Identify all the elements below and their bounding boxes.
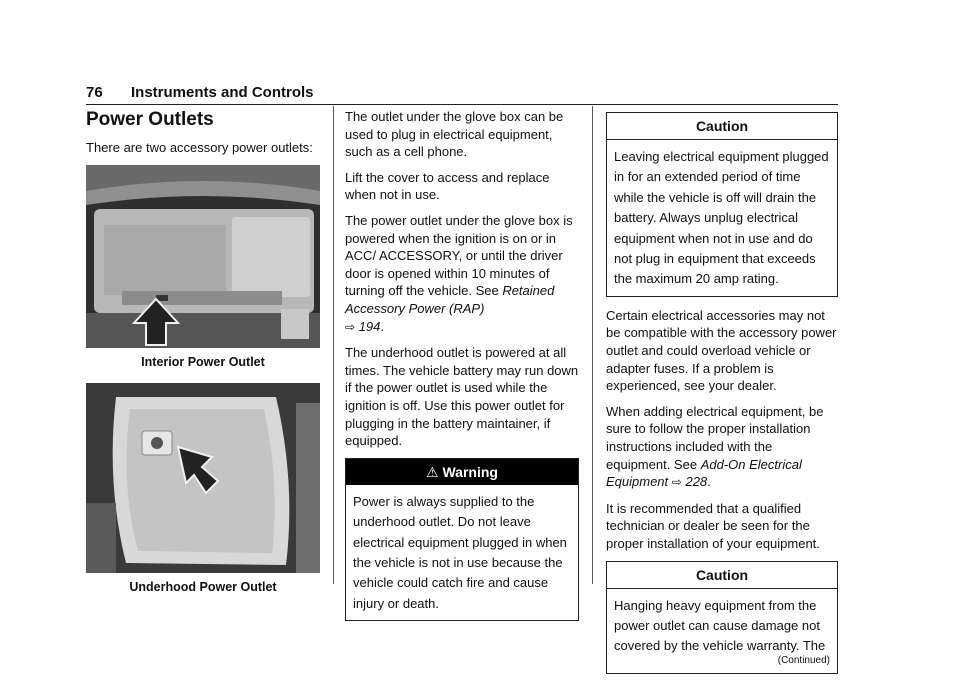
page-reference[interactable]: 228 — [685, 474, 708, 490]
warning-body — [346, 485, 578, 620]
paragraph-text: The power outlet under the glove box is powered when the ignition is on or in ACC/ ACCESSORY, or until the driver door is opened within 10 minutes of turning off the vehicle. See — [345, 212, 573, 299]
warning-label: Warning — [442, 463, 498, 480]
warning-title — [346, 459, 578, 485]
paragraph: It is recommended that a qualified technician or dealer be seen for the proper installation of your equipment. — [606, 500, 820, 551]
column-divider — [333, 106, 334, 584]
page-number: 76 — [86, 84, 103, 101]
column-divider — [592, 106, 593, 584]
caution-box — [606, 561, 838, 674]
intro-text: There are two accessory power outlets: — [86, 140, 313, 155]
interior-outlet-illustration — [86, 165, 320, 348]
paragraph: Lift the cover to access and replace when not in use. — [345, 169, 550, 203]
warning-box — [345, 458, 579, 621]
section-heading: Power Outlets — [86, 109, 214, 130]
paragraph: The outlet under the glove box can be used to plug in electrical equipment, such as a cell phone. — [345, 109, 564, 160]
column-right — [606, 108, 838, 684]
figure-caption: Underhood Power Outlet — [129, 579, 277, 594]
warning-icon: ⚠ — [426, 463, 439, 480]
underhood-outlet-illustration — [86, 383, 320, 573]
page-reference-icon: ⇨ — [671, 475, 682, 490]
caution-body — [607, 589, 837, 673]
caution-text: Leaving electrical equipment plugged in for an extended period of time while the vehicle is off will drain the battery. Always unplug electrical equipment when not in use and do not plug in equipment that exceeds the maximum 20 amp rating. — [614, 149, 829, 287]
warning-text: Power is always supplied to the underhood outlet. Do not leave electrical equipment plugged in when the vehicle is not in use because the vehicle could catch fire and cause injury or death. — [353, 493, 567, 611]
paragraph: When adding electrical equipment, be sure to follow the proper installation instructions included with the equipment. See Add-On Electrical Equipment ⇨ 228. — [606, 403, 838, 492]
cross-reference-link[interactable]: Add-On Electrical Equipment — [606, 456, 802, 490]
continued-label: (Continued) — [777, 654, 830, 666]
page-reference-icon: ⇨ — [345, 319, 356, 334]
caution-title: Caution — [607, 562, 837, 589]
caution-text: Hanging heavy equipment from the power outlet can cause damage not covered by the vehicle warranty. The — [614, 597, 826, 654]
cross-reference-link[interactable]: Retained Accessory Power (RAP) — [345, 283, 555, 316]
figure-caption: Interior Power Outlet — [141, 354, 265, 369]
underhood-power-outlet-photo — [86, 383, 320, 573]
column-left — [86, 108, 320, 600]
paragraph-text: When adding electrical equipment, be sure to follow the proper installation instructions included with the equipment. See — [606, 403, 824, 472]
section-title: Instruments and Controls — [131, 84, 314, 101]
paragraph: The power outlet under the glove box is powered when the ignition is on or in ACC/ ACCESSORY, or until the driver door is opened within 10 minutes of turning off the vehicle. See Retained Accessory Power (RAP) ⇨ 194. — [345, 212, 579, 336]
header-rule — [86, 104, 838, 105]
paragraph: The underhood outlet is powered at all times. The vehicle battery may run down if the power outlet is used while the ignition is off. Use this power outlet for plugging in the battery maintainer, if equipped. — [345, 345, 579, 449]
paragraph: Certain electrical accessories may not be compatible with the accessory power outlet and could overload vehicle or adapter fuses. If a problem is experienced, see your dealer. — [606, 307, 837, 394]
page-header — [86, 84, 838, 104]
caution-body — [607, 140, 837, 296]
caution-box — [606, 112, 838, 297]
caution-title: Caution — [607, 113, 837, 140]
page-reference[interactable]: 194 — [358, 318, 381, 334]
column-middle — [345, 108, 579, 631]
interior-power-outlet-photo — [86, 165, 320, 348]
